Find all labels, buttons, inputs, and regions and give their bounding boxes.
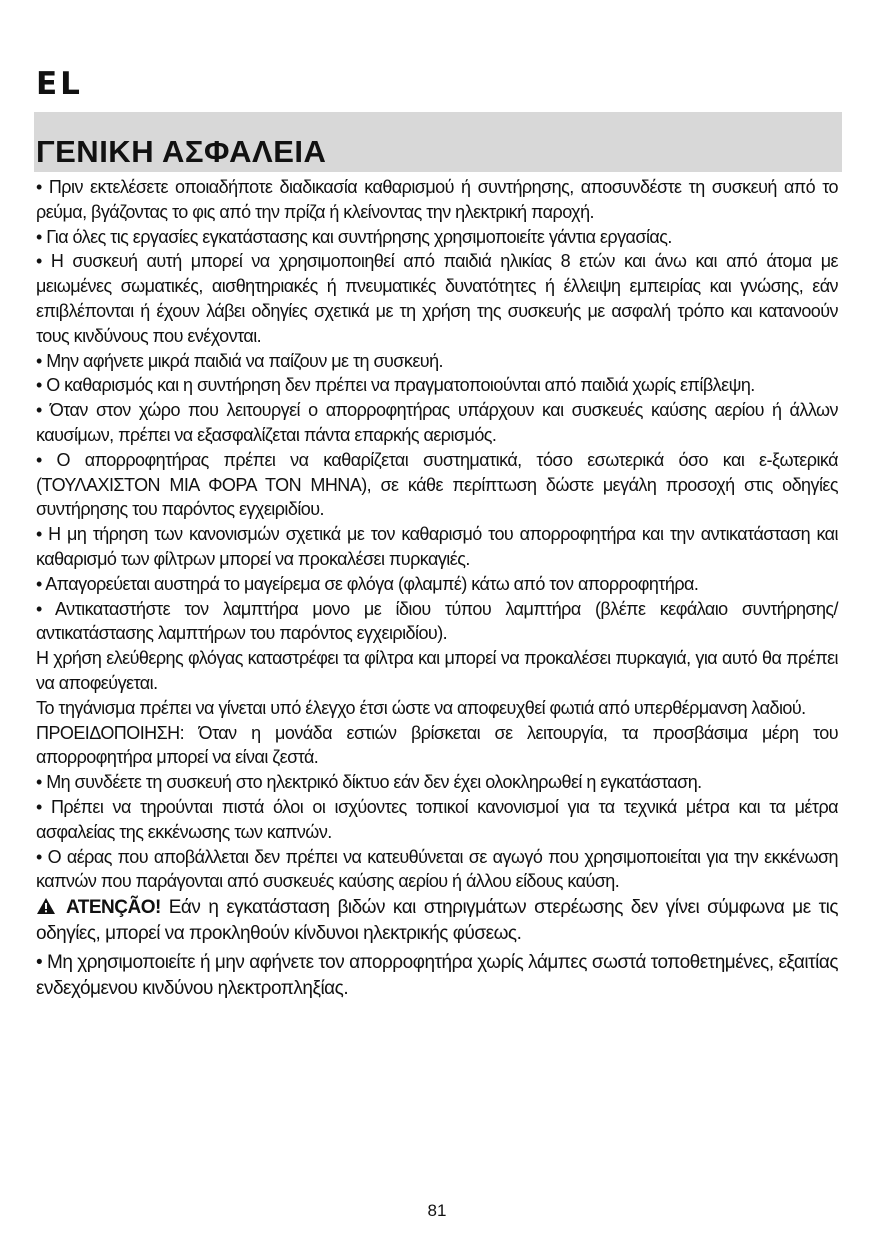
paragraph: • Ο απορροφητήρας πρέπει να καθαρίζεται συστηματικά, τόσο εσωτερικά όσο και ε-ξωτερικά (ΤΟΥΛΑΧΙΣΤΟΝ ΜΙΑ ΦΟΡΑ ΤΟΝ ΜΗΝΑ), σε κάθε περίπτωση δώστε μεγάλη προσοχή στις οδηγίες συντήρησης του παρόντος εγχειριδίου. xyxy=(36,449,838,520)
paragraph: Η χρήση ελεύθερης φλόγας καταστρέφει τα φίλτρα και μπορεί να προκαλέσει πυρκαγιά, για αυτό θα πρέπει να αποφεύγεται. xyxy=(36,648,838,693)
section-title: ΓΕΝΙΚΗ ΑΣΦΑΛΕΙΑ xyxy=(36,134,327,169)
paragraph: • Ο αέρας που αποβάλλεται δεν πρέπει να κατευθύνεται σε αγωγό που χρησιμοποιείται για την εκκένωση καπνών που παράγονται από συσκευές καύσης αερίου ή άλλου είδους καύση. xyxy=(36,846,838,892)
paragraph: • Πριν εκτελέσετε οποιαδήποτε διαδικασία καθαρισμού ή συντήρησης, αποσυνδέστε τη συσκευή από το ρεύμα, βγάζοντας το φις από την πρίζα ή κλείνοντας την ηλεκτρική παροχή. xyxy=(36,177,838,222)
language-code: EL xyxy=(36,66,83,102)
paragraph: • Όταν στον χώρο που λειτουργεί ο απορροφητήρας υπάρχουν και συσκευές καύσης αερίου ή άλλων καυσίμων, πρέπει να εξασφαλίζεται πάντα επαρκής αερισμός. xyxy=(36,400,838,445)
paragraph: ΠΡΟΕΙΔΟΠΟΙΗΣΗ: Όταν η μονάδα εστιών βρίσκεται σε λειτουργία, τα προσβάσιμα μέρη του απορροφητήρα μπορεί να είναι ζεστά. xyxy=(36,722,838,768)
warning-label: ATENÇÃO! xyxy=(65,897,161,919)
paragraph: • Η μη τήρηση των κανονισμών σχετικά με τον καθαρισμό του απορροφητήρα και την αντικατάσταση και καθαρισμό των φίλτρων μπορεί να προκαλέσει πυρκαγιές. xyxy=(36,524,838,569)
paragraph: • Αντικαταστήστε τον λαμπτήρα μονο με ίδιου τύπου λαμπτήρα (βλέπε κεφάλαιο συντήρησης/αντικατάστασης λαμπτήρων του παρόντος εγχειριδίου). xyxy=(36,598,838,644)
paragraph: • Πρέπει να τηρούνται πιστά όλοι οι ισχύοντες τοπικοί κανονισμοί για τα τεχνικά μέτρα και τα μέτρα ασφαλείας της εκκένωσης των καπνών. xyxy=(36,796,838,842)
paragraph: • Η συσκευή αυτή μπορεί να χρησιμοποιηθεί από παιδιά ηλικίας 8 ετών και άνω και από άτομα με μειωμένες σωματικές, αισθητηριακές ή πνευματικές δυνατότητες ή έλλειψη εμπειρίας και γνώσης, εάν επιβλέπονται ή έχουν λάβει οδηγίες σχετικά με τη χρήση της συσκευής με ασφαλή τρόπο και κατανοούν τους κινδύνους που ενέχονται. xyxy=(36,251,838,346)
paragraph: • Απαγορεύεται αυστηρά το μαγείρεμα σε φλόγα (φλαμπέ) κάτω από τον απορροφητήρα. xyxy=(36,573,699,594)
paragraph: • Για όλες τις εργασίες εγκατάστασης και συντήρησης χρησιμοποιείτε γάντια εργασίας. xyxy=(36,226,672,247)
warning-paragraph xyxy=(36,895,838,947)
safety-text-body xyxy=(36,175,838,1004)
final-paragraph: • Μη χρησιμοποιείτε ή μην αφήνετε τον απορροφητήρα χωρίς λάμπες σωστά τοποθετημένες, εξαιτίας ενδεχόμενου κινδύνου ηλεκτροπληξίας. xyxy=(36,951,838,999)
paragraph: • Μη συνδέετε τη συσκευή στο ηλεκτρικό δίκτυο εάν δεν έχει ολοκληρωθεί η εγκατάσταση. xyxy=(36,772,702,793)
page-number: 81 xyxy=(427,1201,447,1220)
warning-block xyxy=(36,895,838,1002)
paragraph: Το τηγάνισμα πρέπει να γίνεται υπό έλεγχο έτσι ώστε να αποφευχθεί φωτιά από υπερθέρμανση λαδιού. xyxy=(36,697,806,718)
warning-text: Εάν η εγκατάσταση βιδών και στηριγμάτων στερέωσης δεν γίνει σύμφωνα με τις οδηγίες, μπορεί να προκληθούν κίνδυνοι ηλεκτρικής φύσεως. xyxy=(36,897,838,945)
section-header-bar xyxy=(34,112,842,172)
paragraph: • Ο καθαρισμός και η συντήρηση δεν πρέπει να πραγματοποιούνται από παιδιά χωρίς επίβλεψη. xyxy=(36,375,755,396)
warning-triangle-icon xyxy=(36,897,56,915)
paragraph: • Μην αφήνετε μικρά παιδιά να παίζουν με τη συσκευή. xyxy=(36,350,443,371)
